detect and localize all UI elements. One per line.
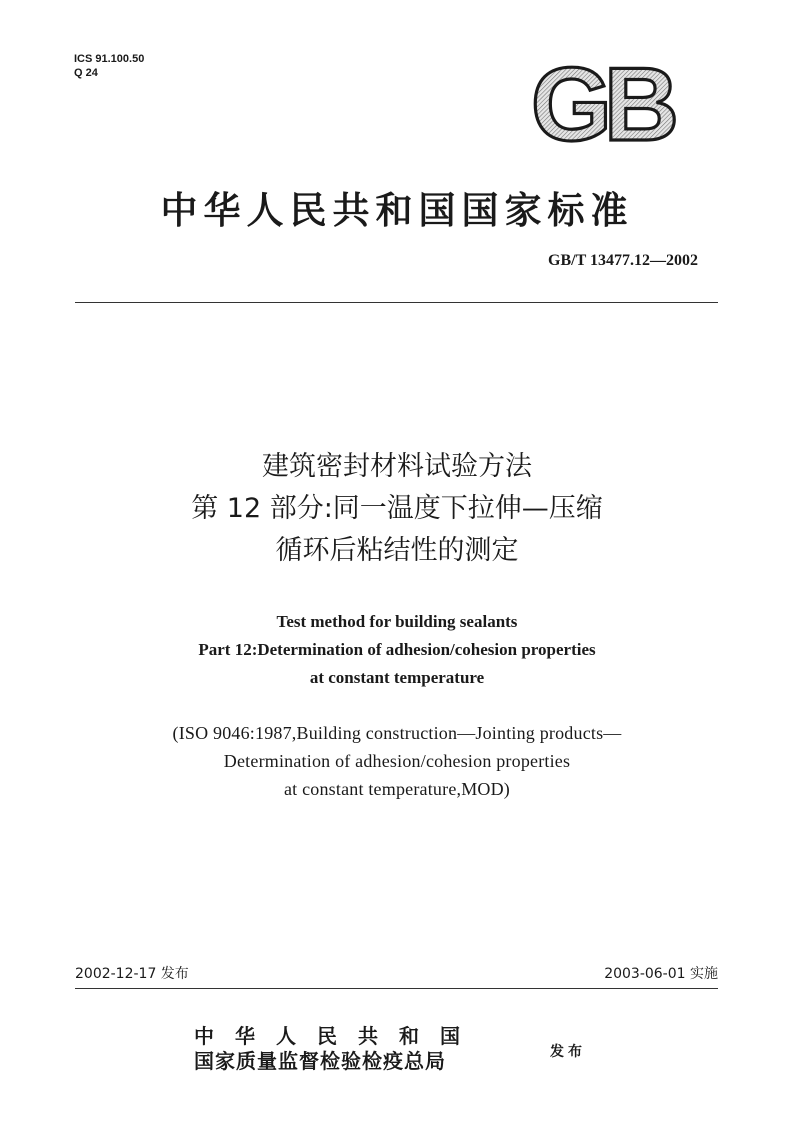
implementation-date: 2003-06-01 实施 [604, 966, 718, 982]
svg-text:GB: GB [531, 60, 671, 146]
gb-logo [524, 60, 680, 146]
classification-codes [74, 52, 144, 80]
iso-reference [60, 719, 734, 803]
publisher-line-2: 国家质量监督检验检疫总局 [194, 1049, 446, 1073]
bottom-divider [75, 988, 718, 989]
english-title-line-1: Test method for building sealants [276, 612, 518, 631]
chinese-title-line-1: 建筑密封材料试验方法 [262, 451, 532, 482]
iso-reference-line-1: (ISO 9046:1987,Building construction—Jointing products— [172, 723, 622, 743]
publisher-line-1: 中华人民共和国 [194, 1024, 481, 1048]
standard-number: GB/T 13477.12—2002 [548, 252, 698, 269]
english-title-line-2: Part 12:Determination of adhesion/cohesion properties [198, 640, 596, 659]
ics-code: ICS 91.100.50 [74, 53, 145, 65]
chinese-title-line-3: 循环后粘结性的测定 [275, 535, 519, 566]
chinese-title-line-2: 第 12 部分:同一温度下拉伸—压缩 [191, 493, 603, 524]
english-title-line-3: at constant temperature [309, 668, 485, 687]
national-standard-title: 中华人民共和国国家标准 [160, 188, 634, 232]
iso-reference-line-2: Determination of adhesion/cohesion properties [223, 751, 571, 771]
publisher [194, 1024, 481, 1074]
class-code: Q 24 [74, 67, 98, 79]
english-title [60, 608, 734, 692]
chinese-title [60, 446, 734, 572]
publish-verb: 发布 [550, 1044, 586, 1060]
top-divider [75, 302, 718, 303]
issue-date: 2002-12-17 发布 [75, 966, 189, 982]
iso-reference-line-3: at constant temperature,MOD) [283, 779, 511, 799]
